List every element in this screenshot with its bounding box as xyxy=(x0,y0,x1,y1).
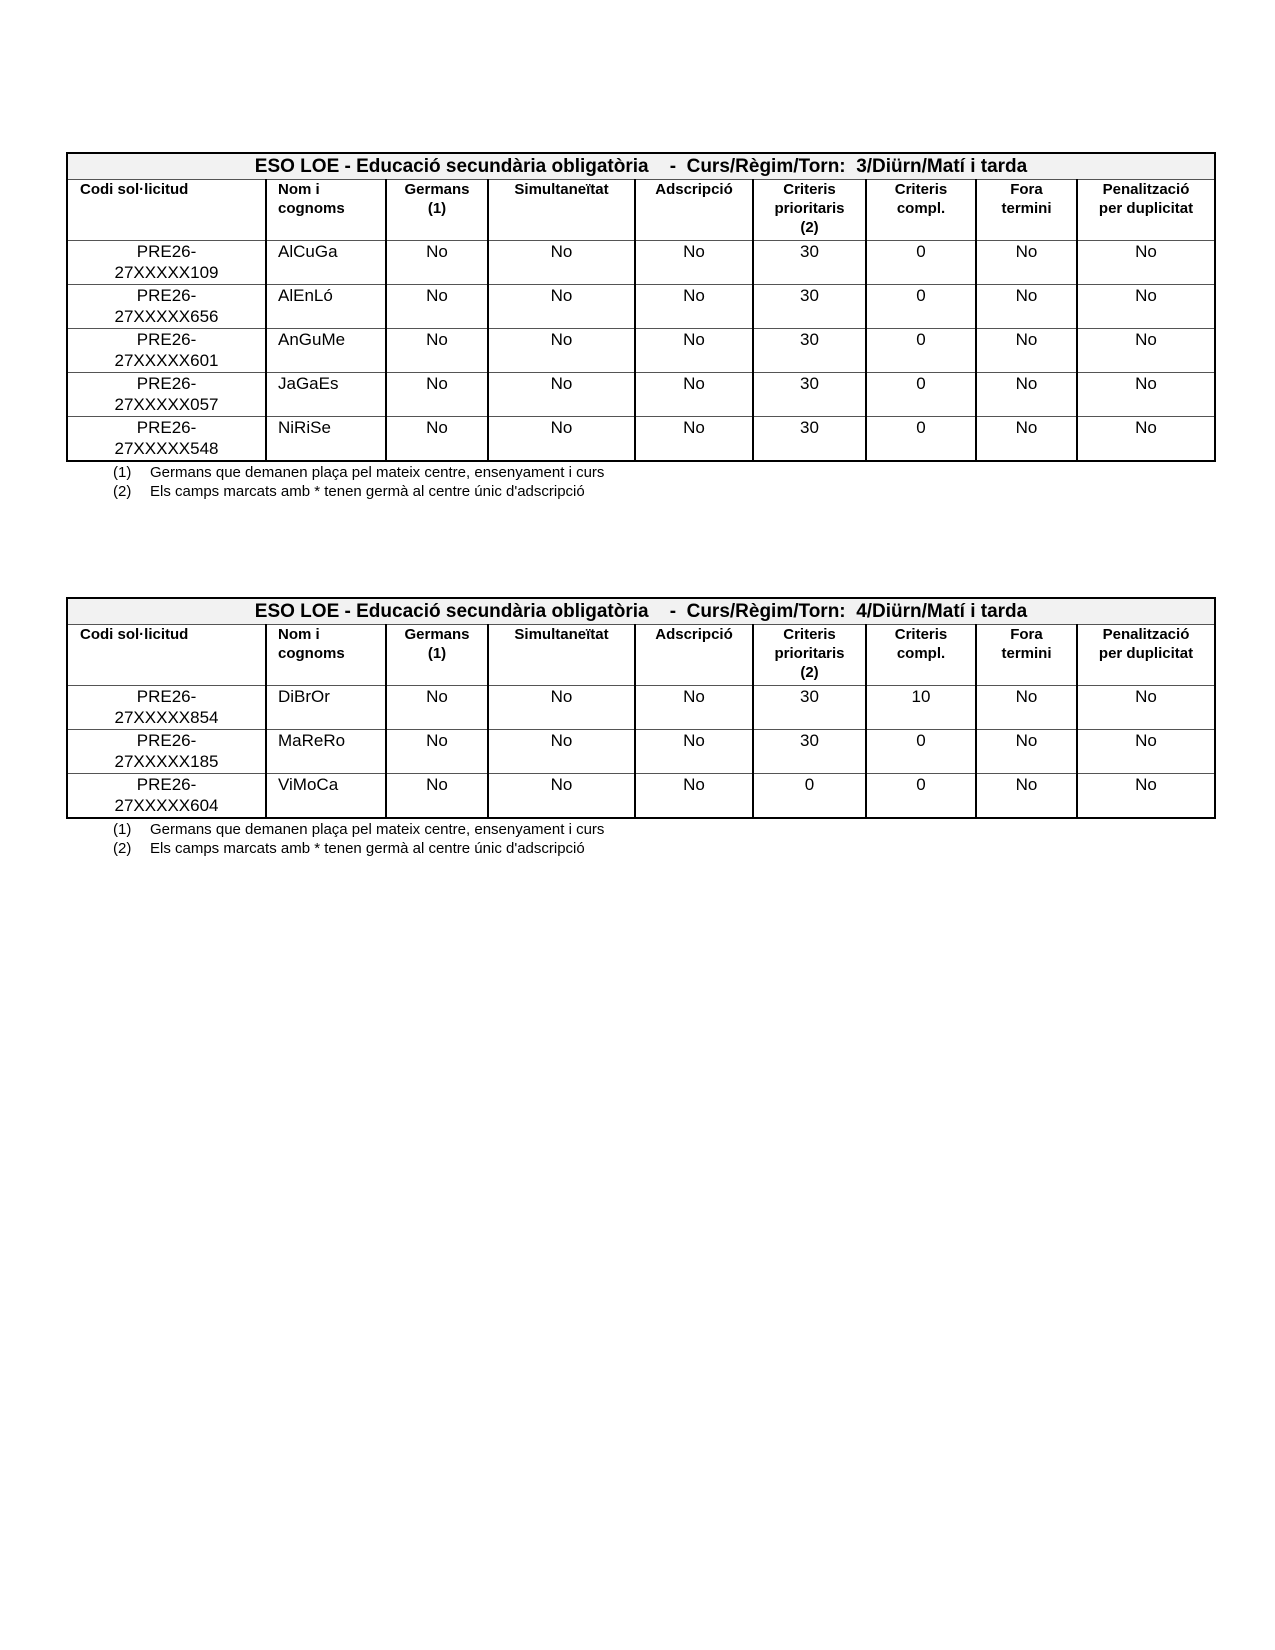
footnote xyxy=(113,839,1214,858)
cell-fora-termini: No xyxy=(976,373,1077,417)
cell-criteris-prioritaris: 30 xyxy=(753,730,866,774)
cell-criteris-prioritaris: 30 xyxy=(753,373,866,417)
table-row xyxy=(67,686,1215,730)
cell-fora-termini: No xyxy=(976,730,1077,774)
table-row xyxy=(67,730,1215,774)
col-header-codi: Codi sol·licitud xyxy=(67,180,266,241)
cell-fora-termini: No xyxy=(976,329,1077,373)
cell-criteris-prioritaris: 30 xyxy=(753,329,866,373)
cell-nom: AnGuMe xyxy=(266,329,386,373)
cell-nom: MaReRo xyxy=(266,730,386,774)
admissions-table-block-2 xyxy=(66,597,1214,858)
col-header-codi: Codi sol·licitud xyxy=(67,625,266,686)
cell-criteris-prioritaris: 30 xyxy=(753,417,866,462)
cell-penalitzacio: No xyxy=(1077,774,1215,819)
cell-simultaneitat: No xyxy=(488,686,635,730)
cell-germans: No xyxy=(386,686,488,730)
cell-codi: PRE26- 27XXXXX057 xyxy=(67,373,266,417)
footnote-number: (2) xyxy=(113,840,132,857)
cell-nom: JaGaEs xyxy=(266,373,386,417)
footnote-text: Germans que demanen plaça pel mateix centre, ensenyament i curs xyxy=(150,464,605,481)
cell-criteris-compl: 0 xyxy=(866,329,976,373)
footnote xyxy=(113,463,1214,482)
footnote-number: (1) xyxy=(113,821,132,838)
col-header-simultaneitat: Simultaneïtat xyxy=(488,625,635,686)
footnote xyxy=(113,820,1214,839)
table-row xyxy=(67,241,1215,285)
col-header-criteris-compl: Criteris compl. xyxy=(866,180,976,241)
cell-codi: PRE26- 27XXXXX601 xyxy=(67,329,266,373)
col-header-nom: Nom i cognoms xyxy=(266,180,386,241)
cell-criteris-compl: 0 xyxy=(866,285,976,329)
cell-penalitzacio: No xyxy=(1077,730,1215,774)
col-header-adscripcio: Adscripció xyxy=(635,180,753,241)
table-row xyxy=(67,774,1215,819)
cell-criteris-compl: 0 xyxy=(866,417,976,462)
cell-germans: No xyxy=(386,241,488,285)
cell-adscripcio: No xyxy=(635,373,753,417)
cell-adscripcio: No xyxy=(635,774,753,819)
cell-nom: DiBrOr xyxy=(266,686,386,730)
cell-germans: No xyxy=(386,329,488,373)
table-header-row xyxy=(67,180,1215,241)
footnote-number: (1) xyxy=(113,464,132,481)
cell-fora-termini: No xyxy=(976,285,1077,329)
cell-germans: No xyxy=(386,774,488,819)
cell-codi: PRE26- 27XXXXX548 xyxy=(67,417,266,462)
cell-criteris-compl: 0 xyxy=(866,774,976,819)
col-header-adscripcio: Adscripció xyxy=(635,625,753,686)
table-footnotes xyxy=(66,463,1214,501)
cell-simultaneitat: No xyxy=(488,774,635,819)
cell-fora-termini: No xyxy=(976,241,1077,285)
table-title-row xyxy=(67,153,1215,180)
table-row xyxy=(67,417,1215,462)
table-title: ESO LOE - Educació secundària obligatòria - Curs/Règim/Torn: 4/Diürn/Matí i tarda xyxy=(67,598,1215,625)
cell-fora-termini: No xyxy=(976,417,1077,462)
cell-simultaneitat: No xyxy=(488,285,635,329)
cell-penalitzacio: No xyxy=(1077,285,1215,329)
cell-criteris-compl: 0 xyxy=(866,241,976,285)
col-header-simultaneitat: Simultaneïtat xyxy=(488,180,635,241)
col-header-criteris-prioritaris: Criteris prioritaris (2) xyxy=(753,180,866,241)
col-header-fora-termini: Fora termini xyxy=(976,180,1077,241)
col-header-fora-termini: Fora termini xyxy=(976,625,1077,686)
admissions-table xyxy=(66,597,1216,819)
table-row xyxy=(67,329,1215,373)
table-title-row xyxy=(67,598,1215,625)
cell-adscripcio: No xyxy=(635,241,753,285)
cell-fora-termini: No xyxy=(976,686,1077,730)
table-row xyxy=(67,285,1215,329)
table-title: ESO LOE - Educació secundària obligatòria - Curs/Règim/Torn: 3/Diürn/Matí i tarda xyxy=(67,153,1215,180)
admissions-table-block-1 xyxy=(66,152,1214,501)
footnote-number: (2) xyxy=(113,483,132,500)
table-header-row xyxy=(67,625,1215,686)
table-footnotes xyxy=(66,820,1214,858)
cell-penalitzacio: No xyxy=(1077,373,1215,417)
cell-codi: PRE26- 27XXXXX604 xyxy=(67,774,266,819)
cell-criteris-prioritaris: 30 xyxy=(753,241,866,285)
col-header-penalitzacio: Penalització per duplicitat xyxy=(1077,180,1215,241)
cell-germans: No xyxy=(386,285,488,329)
cell-criteris-compl: 0 xyxy=(866,373,976,417)
cell-criteris-prioritaris: 0 xyxy=(753,774,866,819)
cell-criteris-compl: 10 xyxy=(866,686,976,730)
cell-germans: No xyxy=(386,373,488,417)
footnote xyxy=(113,482,1214,501)
cell-nom: ViMoCa xyxy=(266,774,386,819)
cell-adscripcio: No xyxy=(635,417,753,462)
cell-simultaneitat: No xyxy=(488,373,635,417)
table-row xyxy=(67,373,1215,417)
cell-adscripcio: No xyxy=(635,730,753,774)
cell-nom: NiRiSe xyxy=(266,417,386,462)
footnote-text: Germans que demanen plaça pel mateix centre, ensenyament i curs xyxy=(150,821,605,838)
col-header-criteris-compl: Criteris compl. xyxy=(866,625,976,686)
cell-simultaneitat: No xyxy=(488,241,635,285)
cell-codi: PRE26- 27XXXXX109 xyxy=(67,241,266,285)
col-header-germans: Germans (1) xyxy=(386,180,488,241)
cell-penalitzacio: No xyxy=(1077,417,1215,462)
cell-criteris-prioritaris: 30 xyxy=(753,285,866,329)
cell-codi: PRE26- 27XXXXX854 xyxy=(67,686,266,730)
cell-fora-termini: No xyxy=(976,774,1077,819)
cell-penalitzacio: No xyxy=(1077,329,1215,373)
admissions-table xyxy=(66,152,1216,462)
cell-simultaneitat: No xyxy=(488,417,635,462)
cell-codi: PRE26- 27XXXXX656 xyxy=(67,285,266,329)
cell-germans: No xyxy=(386,730,488,774)
col-header-penalitzacio: Penalització per duplicitat xyxy=(1077,625,1215,686)
cell-nom: AlEnLó xyxy=(266,285,386,329)
footnote-text: Els camps marcats amb * tenen germà al centre únic d'adscripció xyxy=(150,483,585,500)
cell-codi: PRE26- 27XXXXX185 xyxy=(67,730,266,774)
cell-criteris-prioritaris: 30 xyxy=(753,686,866,730)
cell-germans: No xyxy=(386,417,488,462)
cell-simultaneitat: No xyxy=(488,730,635,774)
cell-penalitzacio: No xyxy=(1077,241,1215,285)
cell-adscripcio: No xyxy=(635,686,753,730)
col-header-germans: Germans (1) xyxy=(386,625,488,686)
cell-criteris-compl: 0 xyxy=(866,730,976,774)
cell-penalitzacio: No xyxy=(1077,686,1215,730)
cell-simultaneitat: No xyxy=(488,329,635,373)
footnote-text: Els camps marcats amb * tenen germà al centre únic d'adscripció xyxy=(150,840,585,857)
col-header-nom: Nom i cognoms xyxy=(266,625,386,686)
cell-adscripcio: No xyxy=(635,329,753,373)
cell-adscripcio: No xyxy=(635,285,753,329)
cell-nom: AlCuGa xyxy=(266,241,386,285)
col-header-criteris-prioritaris: Criteris prioritaris (2) xyxy=(753,625,866,686)
